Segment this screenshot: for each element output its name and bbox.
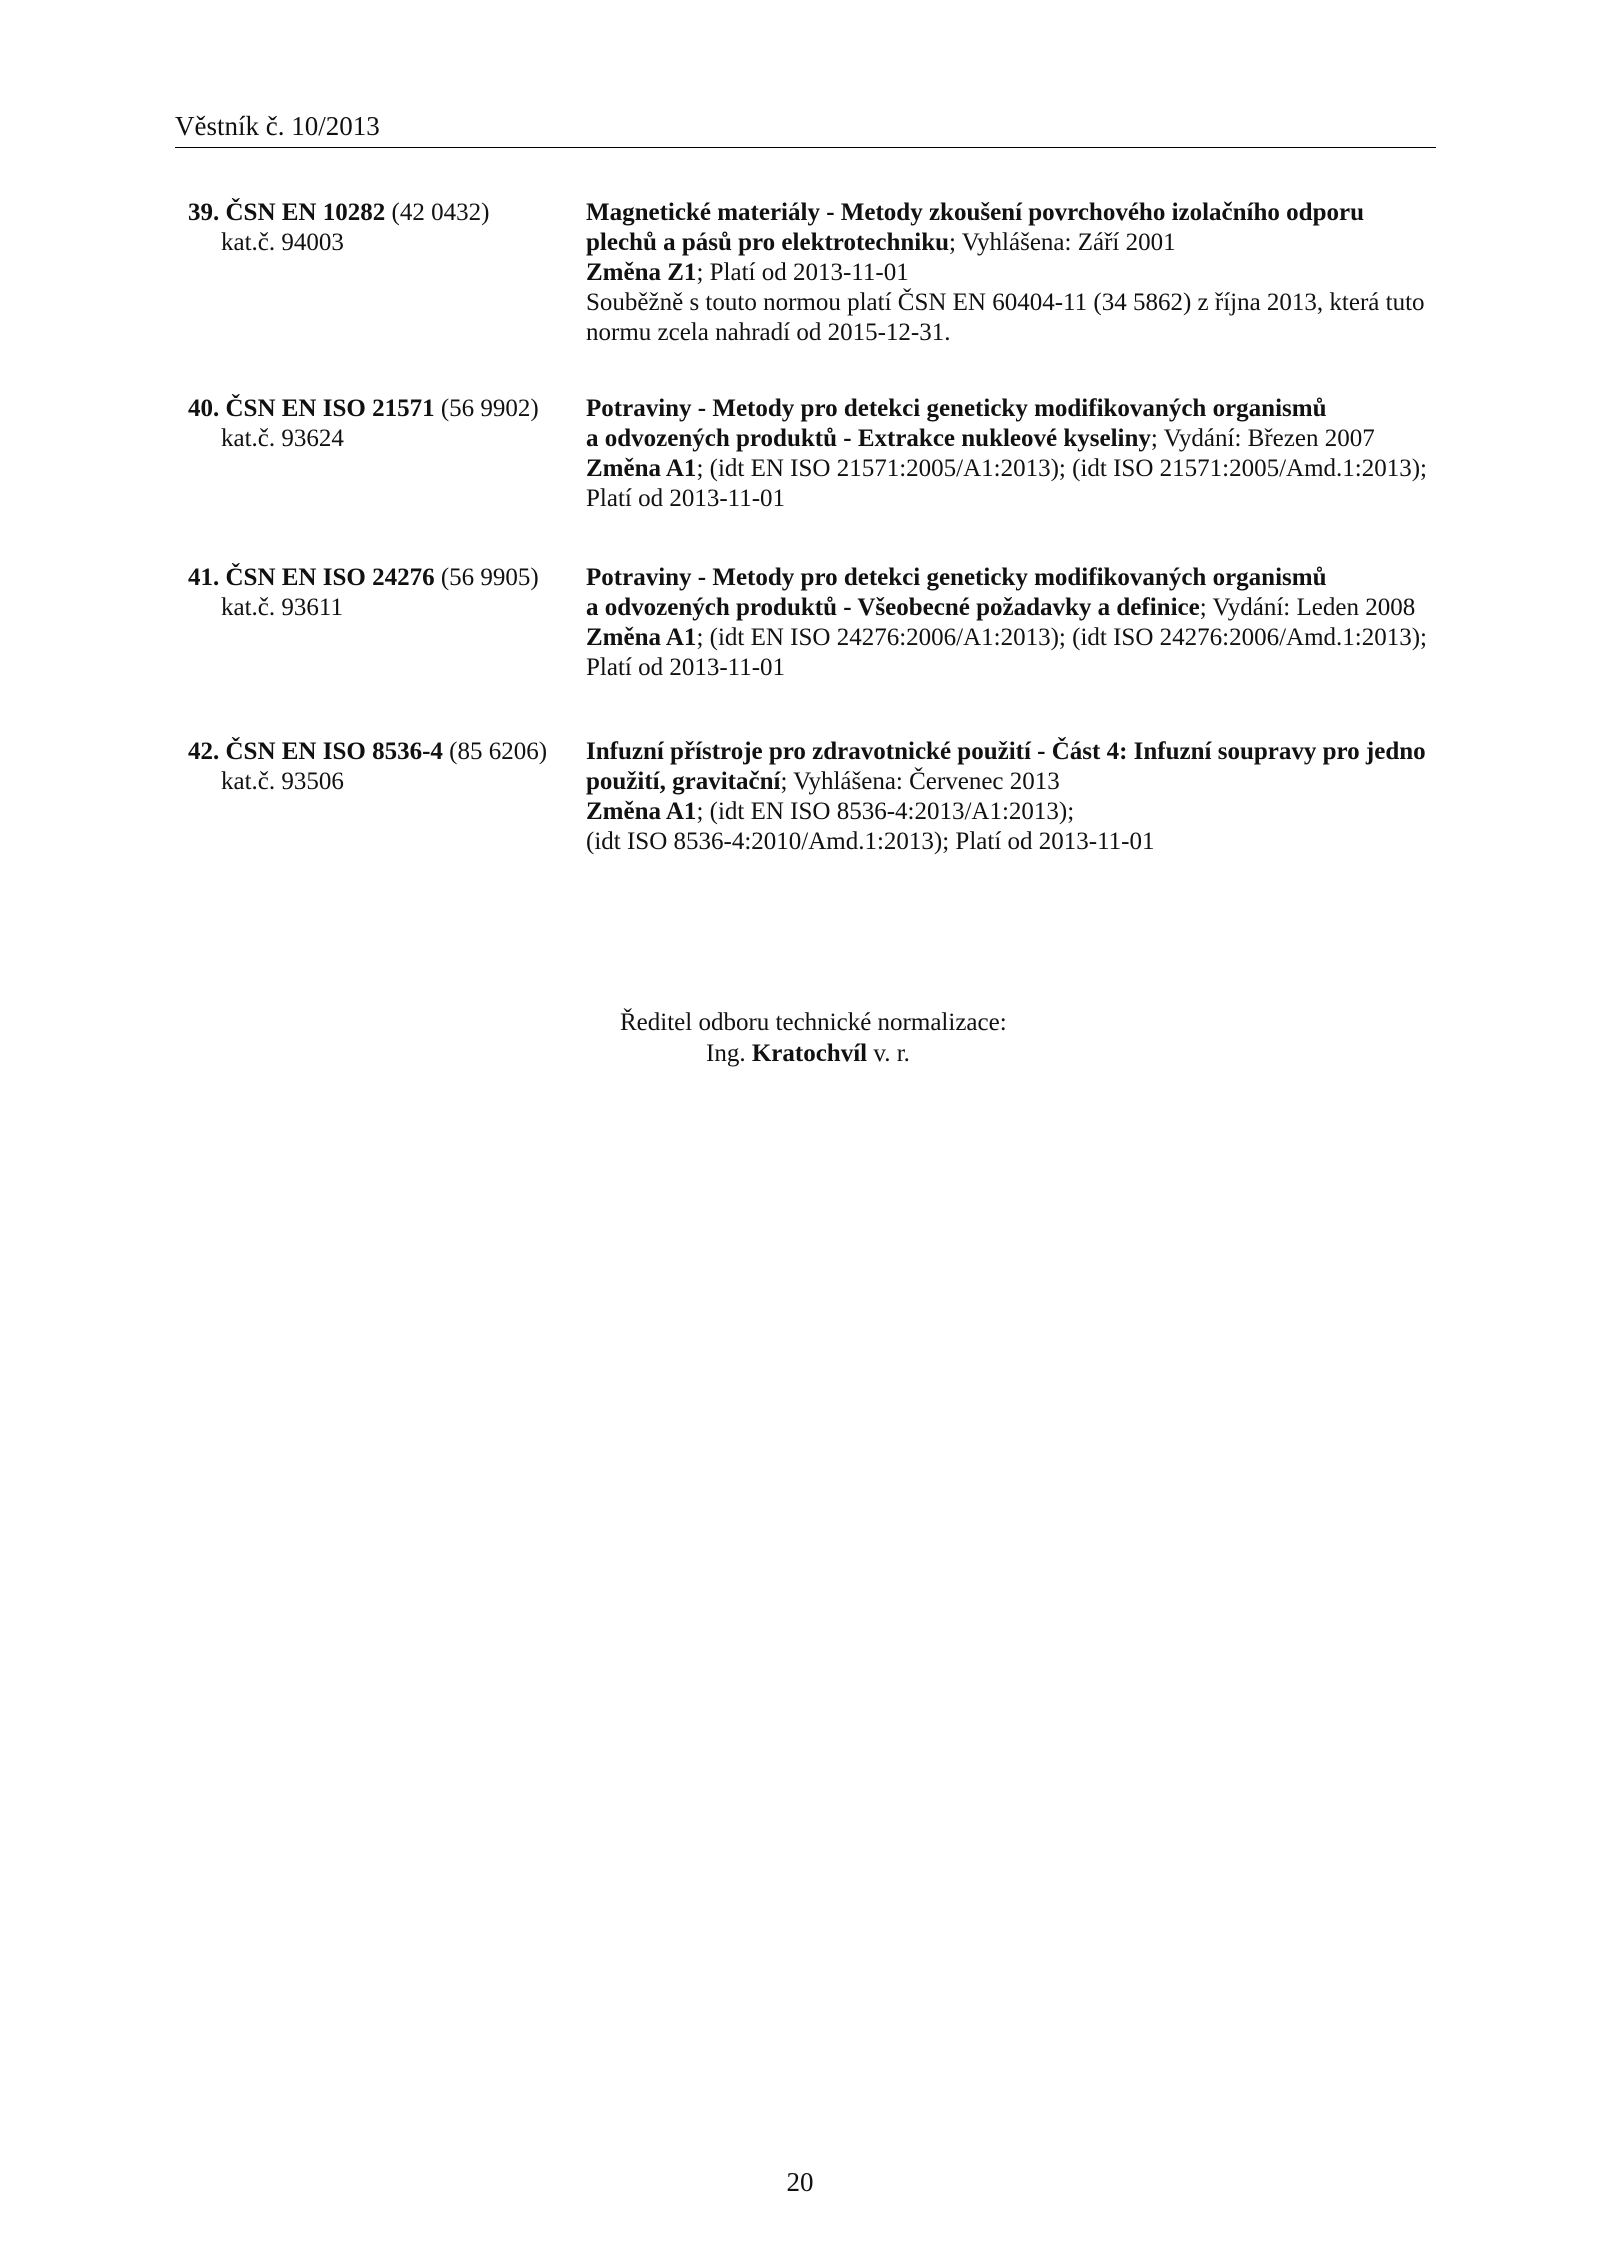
entry-number: 40. [188,395,220,422]
amendment-details-cont: (idt ISO 8536-4:2010/Amd.1:2013); Platí od 2013-11-01 [586,828,1155,855]
catalog-number: kat.č. 94003 [221,229,344,256]
entry-status: ; Vydání: Březen 2007 [1150,425,1375,452]
page-header [175,110,1436,148]
amendment-details: ; (idt EN ISO 8536-4:2013/A1:2013); [696,798,1075,825]
entry-number: 39. [188,199,220,226]
class-code: (56 9905) [440,564,539,591]
signatory-role: Ředitel odboru technické normalizace: [620,1009,1007,1036]
entry-validity: Platí od 2013-11-01 [586,485,786,512]
entry-number: 42. [188,738,220,765]
entry-title-cont: plechů a pásů pro elektrotechniku [586,229,950,256]
entry-status: ; Vyhlášena: Červenec 2013 [780,768,1060,795]
entry-identifier [188,563,539,623]
standard-code: ČSN EN ISO 8536-4 [225,738,443,765]
signatory-suffix: v. r. [867,1040,910,1067]
amendment-label: Změna Z1 [586,259,697,286]
standard-code: ČSN EN 10282 [225,199,386,226]
catalog-number: kat.č. 93611 [221,594,343,621]
catalog-number: kat.č. 93506 [221,768,344,795]
class-code: (85 6206) [449,738,548,765]
entry-title: Magnetické materiály - Metody zkoušení povrchového izolačního odporu [586,199,1364,226]
entry-description [586,737,1436,857]
amendment-label: Změna A1 [586,455,697,482]
entry-description [586,198,1436,348]
entry-note-cont: normu zcela nahradí od 2015-12-31. [586,319,951,346]
entry-title: Infuzní přístroje pro zdravotnické použití - Část 4: Infuzní soupravy pro jedno [586,738,1426,765]
amendment-label: Změna A1 [586,624,697,651]
entry-title: Potraviny - Metody pro detekci geneticky modifikovaných organismů [586,395,1327,422]
entry-identifier [188,394,539,454]
amendment-label: Změna A1 [586,798,697,825]
entry-status: ; Vyhlášena: Září 2001 [949,229,1176,256]
signature-block [620,1007,1007,1069]
standard-code: ČSN EN ISO 24276 [225,564,435,591]
entry-status: ; Vydání: Leden 2008 [1199,594,1416,621]
entry-identifier [188,737,547,797]
signatory-name-line [620,1038,1007,1069]
amendment-details: ; (idt EN ISO 21571:2005/A1:2013); (idt ISO 21571:2005/Amd.1:2013); [696,455,1427,482]
signatory-title: Ing. [706,1040,752,1067]
entry-title-cont: použití, gravitační [586,768,781,795]
header-title: Věstník č. 10/2013 [175,111,380,141]
entry-identifier [188,198,489,258]
entry-title: Potraviny - Metody pro detekci geneticky modifikovaných organismů [586,564,1327,591]
entry-description [586,394,1436,514]
entry-title-cont: a odvozených produktů - Extrakce nukleové kyseliny [586,425,1151,452]
class-code: (56 9902) [440,395,539,422]
signatory-name: Kratochvíl [751,1040,868,1067]
entry-number: 41. [188,564,220,591]
class-code: (42 0432) [391,199,490,226]
page-number: 20 [786,2167,814,2197]
entry-description [586,563,1436,683]
entry-title-cont: a odvozených produktů - Všeobecné požadavky a definice [586,594,1200,621]
amendment-details: ; (idt EN ISO 24276:2006/A1:2013); (idt ISO 24276:2006/Amd.1:2013); [696,624,1427,651]
standard-code: ČSN EN ISO 21571 [225,395,435,422]
amendment-details: ; Platí od 2013-11-01 [696,259,909,286]
entry-note: Souběžně s touto normou platí ČSN EN 60404-11 (34 5862) z října 2013, která tuto [586,289,1425,316]
entry-validity: Platí od 2013-11-01 [586,654,786,681]
catalog-number: kat.č. 93624 [221,425,344,452]
